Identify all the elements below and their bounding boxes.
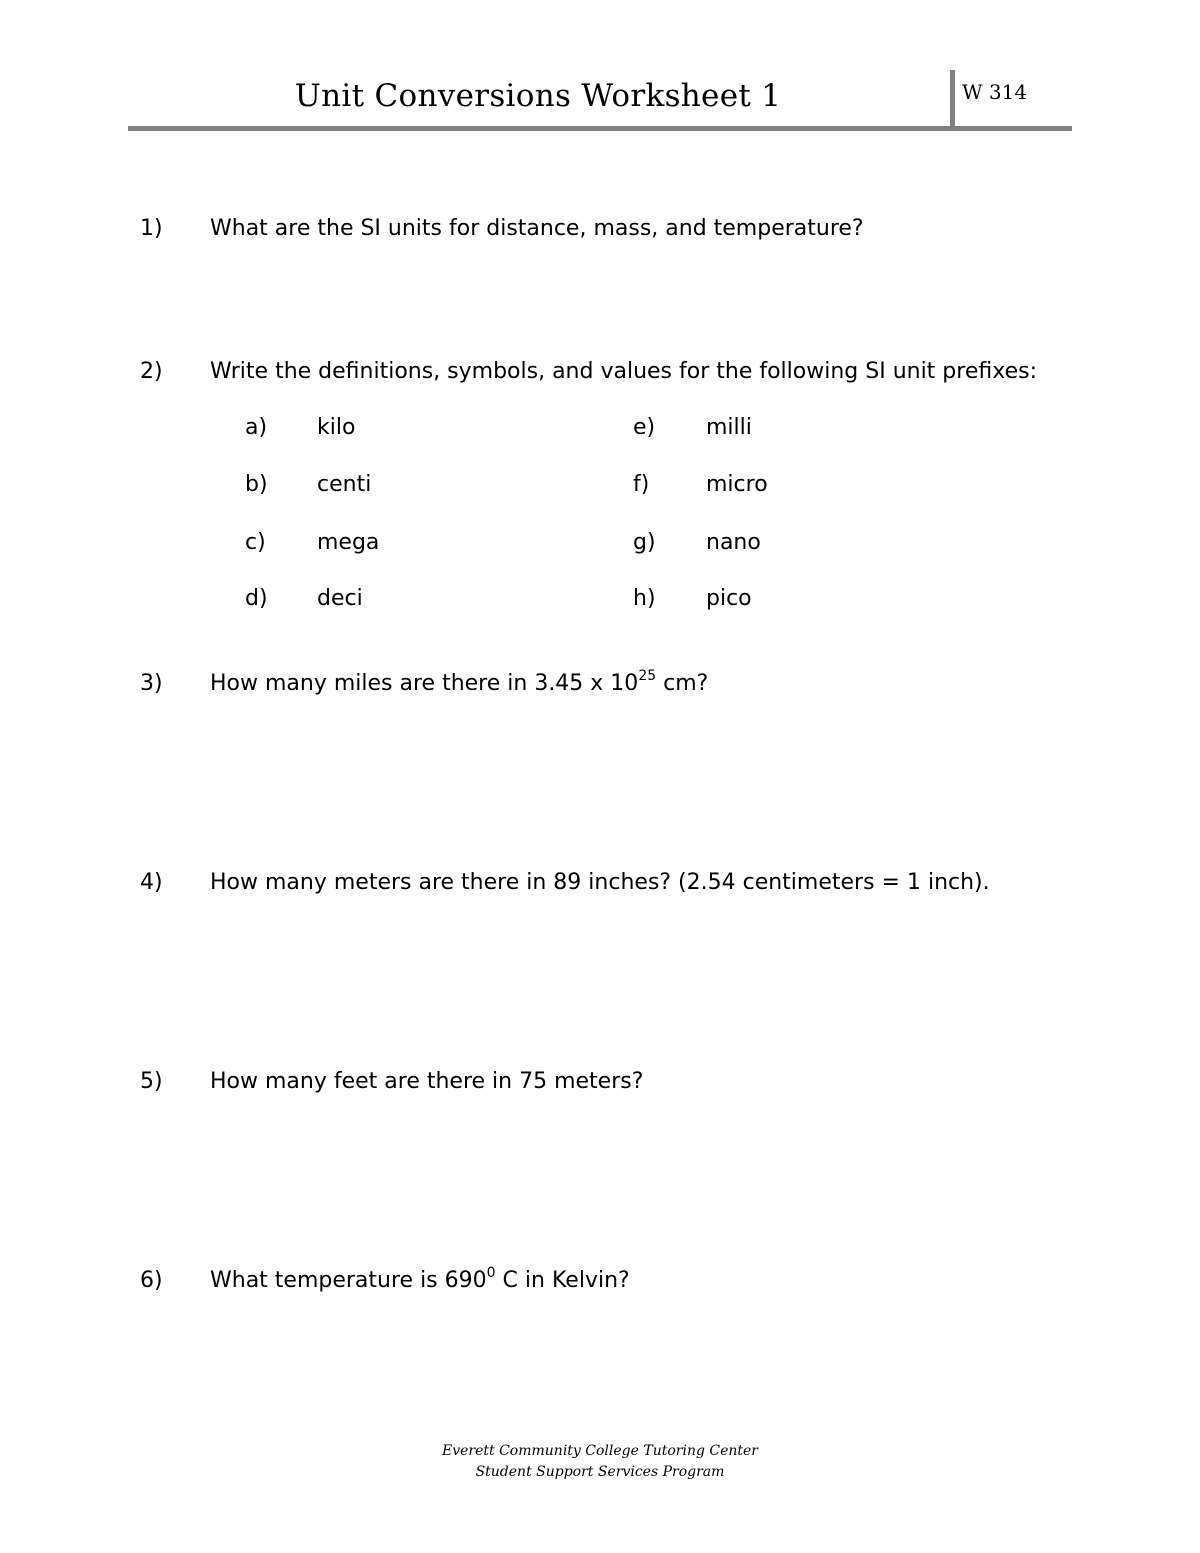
question-1-text: What are the SI units for distance, mass, and temperature? [210,216,864,241]
question-3-text-main: How many miles are there in 3.45 x 10 [210,671,639,696]
question-3-exponent: 25 [638,667,657,684]
header-divider-vertical [950,70,955,130]
question-6-degree-mark: 0 [486,1264,496,1281]
prefix-label-b: b) [245,472,268,497]
question-1-number: 1) [140,216,163,241]
prefix-label-f: f) [633,472,650,497]
prefix-pico: pico [706,586,752,611]
worksheet-code: W 314 [962,80,1028,104]
footer-line-2: Student Support Services Program [475,1464,725,1480]
worksheet-title: Unit Conversions Worksheet 1 [294,78,782,114]
prefix-nano: nano [706,530,761,555]
question-2-text: Write the definitions, symbols, and values for the following SI unit prefixes: [210,359,1037,384]
prefix-kilo: kilo [317,415,356,440]
prefix-label-h: h) [633,586,656,611]
prefix-milli: milli [706,415,752,440]
question-4-text: How many meters are there in 89 inches? (2.54 centimeters = 1 inch). [210,870,990,895]
prefix-label-a: a) [245,415,268,440]
footer-line-1: Everett Community College Tutoring Center [442,1443,758,1459]
prefix-label-e: e) [633,415,656,440]
question-3-text [210,667,709,696]
question-6-number: 6) [140,1268,163,1293]
question-2-number: 2) [140,359,163,384]
question-3-number: 3) [140,671,163,696]
question-3-text-unit: cm? [656,671,709,696]
prefix-mega: mega [317,530,380,555]
question-5-text: How many feet are there in 75 meters? [210,1069,644,1094]
question-6-text-main: What temperature is 690 [210,1268,487,1293]
prefix-label-g: g) [633,530,656,555]
prefix-deci: deci [317,586,363,611]
prefix-micro: micro [706,472,768,497]
header-rule [128,126,1072,131]
question-4-number: 4) [140,870,163,895]
prefix-label-c: c) [245,530,266,555]
prefix-centi: centi [317,472,372,497]
question-6-text [210,1264,630,1293]
question-6-text-unit: C in Kelvin? [495,1268,630,1293]
question-5-number: 5) [140,1069,163,1094]
prefix-label-d: d) [245,586,268,611]
